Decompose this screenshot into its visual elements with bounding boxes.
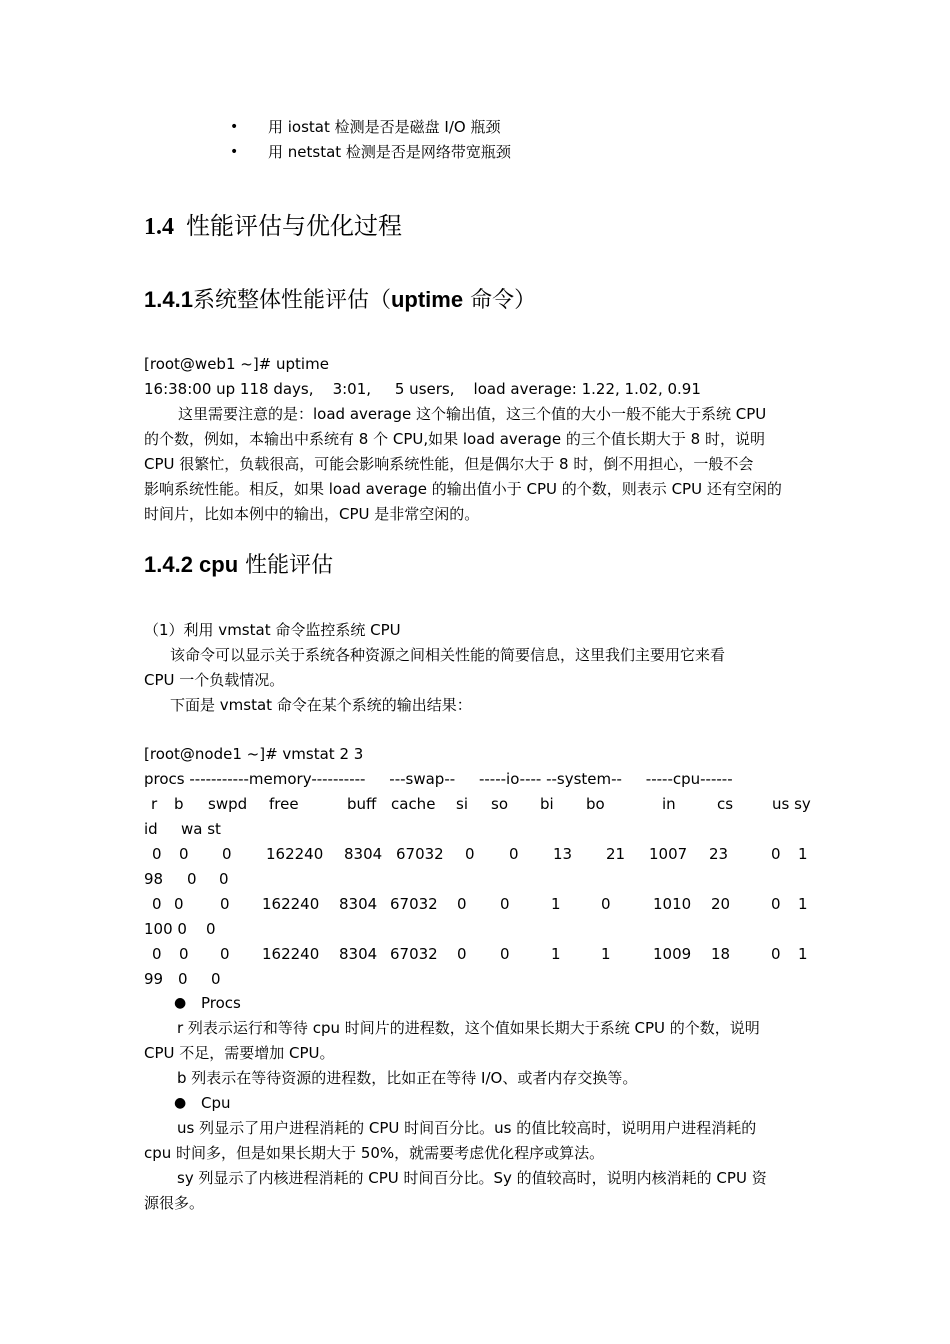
vmstat-below: 下面是 vmstat 命令在某个系统的输出结果： xyxy=(170,696,472,714)
table-cell: 162240 xyxy=(262,945,320,963)
paragraph-line: cpu 时间多，但是如果长期大于 50%，就需要考虑优化程序或算法。 xyxy=(144,1144,605,1162)
header-cell: wa st xyxy=(181,820,221,838)
table-cell: 0 xyxy=(179,945,189,963)
cpu-us-description xyxy=(144,1116,806,1166)
table-cell: 0 xyxy=(178,970,188,988)
paragraph-line: r 列表示运行和等待 cpu 时间片的进程数，这个值如果长期大于系统 CPU 的个数，说明 xyxy=(177,1019,760,1037)
header-cell: cs xyxy=(717,795,734,813)
table-cell: 1 xyxy=(551,945,561,963)
uptime-explanation xyxy=(144,402,806,527)
uptime-output: 16:38:00 up 118 days, 3:01, 5 users, load average: 1.22, 1.02, 0.91 xyxy=(144,380,701,398)
paragraph-line: 源很多。 xyxy=(144,1194,205,1212)
table-cell: 0 xyxy=(457,895,467,913)
bullet-netstat: 用 netstat 检测是否是网络带宽瓶颈 xyxy=(268,143,511,161)
paragraph-line: 时间片，比如本例中的输出，CPU 是非常空闲的。 xyxy=(144,505,480,523)
header-cell: buff xyxy=(347,795,377,813)
header-cell: bi xyxy=(540,795,554,813)
header-cell: r xyxy=(151,795,158,813)
section-heading-1-4-2 xyxy=(144,550,333,581)
table-cell: 67032 xyxy=(396,845,444,863)
header-cell: si xyxy=(456,795,468,813)
table-cell: 0 xyxy=(152,895,162,913)
table-cell: 0 xyxy=(222,845,232,863)
paragraph-line: CPU 一个负载情况。 xyxy=(144,671,285,689)
table-cell: 1 xyxy=(601,945,611,963)
table-cell: 162240 xyxy=(262,895,320,913)
table-cell: 0 xyxy=(500,945,510,963)
table-cell: 0 xyxy=(206,920,216,938)
header-cell: cache xyxy=(391,795,436,813)
table-cell: 0 xyxy=(179,845,189,863)
table-cell: 0 xyxy=(220,895,230,913)
table-cell: 0 xyxy=(211,970,221,988)
table-cell: 0 xyxy=(771,945,781,963)
header-cell: in xyxy=(662,795,676,813)
table-cell: 1 xyxy=(798,945,808,963)
table-cell: 0 xyxy=(187,870,197,888)
table-cell: 0 xyxy=(220,945,230,963)
procs-label: Procs xyxy=(201,994,241,1012)
filled-circle-bullet-icon: ● xyxy=(174,1095,187,1111)
table-cell: 0 xyxy=(457,945,467,963)
paragraph-line: 影响系统性能。相反，如果 load average 的输出值小于 CPU 的个数，则表示 CPU 还有空闲的 xyxy=(144,480,782,498)
cpu-label: Cpu xyxy=(201,1094,231,1112)
table-cell: 21 xyxy=(606,845,626,863)
paragraph-line: 该命令可以显示关于系统各种资源之间相关性能的简要信息，这里我们主要用它来看 xyxy=(170,646,726,664)
section-number: 1.4.2 cpu xyxy=(144,552,239,577)
table-cell: 8304 xyxy=(339,895,378,913)
procs-b-description: b 列表示在等待资源的进程数，比如正在等待 I/O、或者内存交换等。 xyxy=(177,1069,638,1087)
uptime-prompt: [root@web1 ~]# uptime xyxy=(144,355,329,373)
table-cell: 1 xyxy=(798,845,808,863)
table-cell: 8304 xyxy=(339,945,378,963)
vmstat-prompt: [root@node1 ~]# vmstat 2 3 xyxy=(144,745,364,763)
header-cell: bo xyxy=(586,795,605,813)
header-cell: so xyxy=(491,795,508,813)
table-cell: 0 xyxy=(465,845,475,863)
section-number: 1.4.1 xyxy=(144,287,193,312)
paragraph-line: CPU 很繁忙，负载很高，可能会影响系统性能，但是偶尔大于 8 时，倒不用担心，一般不会 xyxy=(144,455,754,473)
table-cell: 8304 xyxy=(344,845,383,863)
section-heading-1-4-1 xyxy=(144,285,536,316)
table-cell: 67032 xyxy=(390,895,438,913)
filled-circle-bullet-icon: ● xyxy=(174,995,187,1011)
paragraph-line: sy 列显示了内核进程消耗的 CPU 时间百分比。Sy 的值较高时，说明内核消耗的 CPU 资 xyxy=(177,1169,767,1187)
table-cell: 13 xyxy=(553,845,573,863)
small-bullet-icon: • xyxy=(230,119,239,135)
paragraph-line: 的个数，例如，本输出中系统有 8 个 CPU,如果 load average 的三个值长期大于 8 时，说明 xyxy=(144,430,765,448)
table-cell: 1 xyxy=(551,895,561,913)
table-cell: 1009 xyxy=(653,945,692,963)
table-cell: 67032 xyxy=(390,945,438,963)
table-cell: 1010 xyxy=(653,895,692,913)
section-title-post: 命令） xyxy=(463,288,537,313)
table-cell: 0 xyxy=(771,845,781,863)
paragraph-line: us 列显示了用户进程消耗的 CPU 时间百分比。us 的值比较高时，说明用户进程消耗的 xyxy=(177,1119,757,1137)
table-cell: 0 xyxy=(152,945,162,963)
table-cell: 1007 xyxy=(649,845,688,863)
section-title-pre: 系统整体性能评估（ xyxy=(192,288,391,313)
vmstat-item: （1）利用 vmstat 命令监控系统 CPU xyxy=(144,621,401,639)
table-cell: 0 xyxy=(174,895,184,913)
table-cell: 1 xyxy=(798,895,808,913)
cpu-sy-description xyxy=(144,1166,806,1216)
vmstat-groups: procs -----------memory---------- ---swap-- -----io---- --system-- -----cpu------ xyxy=(144,770,733,788)
table-cell: 0 xyxy=(601,895,611,913)
header-cell: id xyxy=(144,820,158,838)
table-cell: 100 0 xyxy=(144,920,187,938)
section-number: 1.4 xyxy=(144,214,174,240)
table-cell: 23 xyxy=(709,845,729,863)
section-title: 性能评估与优化过程 xyxy=(186,212,402,240)
header-cell: us sy xyxy=(772,795,811,813)
header-cell: swpd xyxy=(208,795,248,813)
procs-r-description xyxy=(144,1016,806,1066)
table-cell: 99 xyxy=(144,970,164,988)
small-bullet-icon: • xyxy=(230,144,239,160)
section-heading-1-4 xyxy=(144,210,402,243)
header-cell: free xyxy=(269,795,299,813)
table-cell: 98 xyxy=(144,870,164,888)
table-cell: 0 xyxy=(509,845,519,863)
section-title-bold: uptime xyxy=(390,287,464,312)
header-cell: b xyxy=(174,795,184,813)
table-cell: 0 xyxy=(219,870,229,888)
table-cell: 20 xyxy=(711,895,731,913)
table-cell: 162240 xyxy=(266,845,324,863)
paragraph-line: 这里需要注意的是：load average 这个输出值，这三个值的大小一般不能大于系统 CPU xyxy=(178,405,767,423)
vmstat-description xyxy=(144,643,806,693)
bullet-iostat: 用 iostat 检测是否是磁盘 I/O 瓶颈 xyxy=(268,118,501,136)
table-cell: 0 xyxy=(152,845,162,863)
table-cell: 0 xyxy=(771,895,781,913)
table-cell: 0 xyxy=(500,895,510,913)
paragraph-line: CPU 不足，需要增加 CPU。 xyxy=(144,1044,335,1062)
section-title: 性能评估 xyxy=(238,553,334,578)
table-cell: 18 xyxy=(711,945,731,963)
